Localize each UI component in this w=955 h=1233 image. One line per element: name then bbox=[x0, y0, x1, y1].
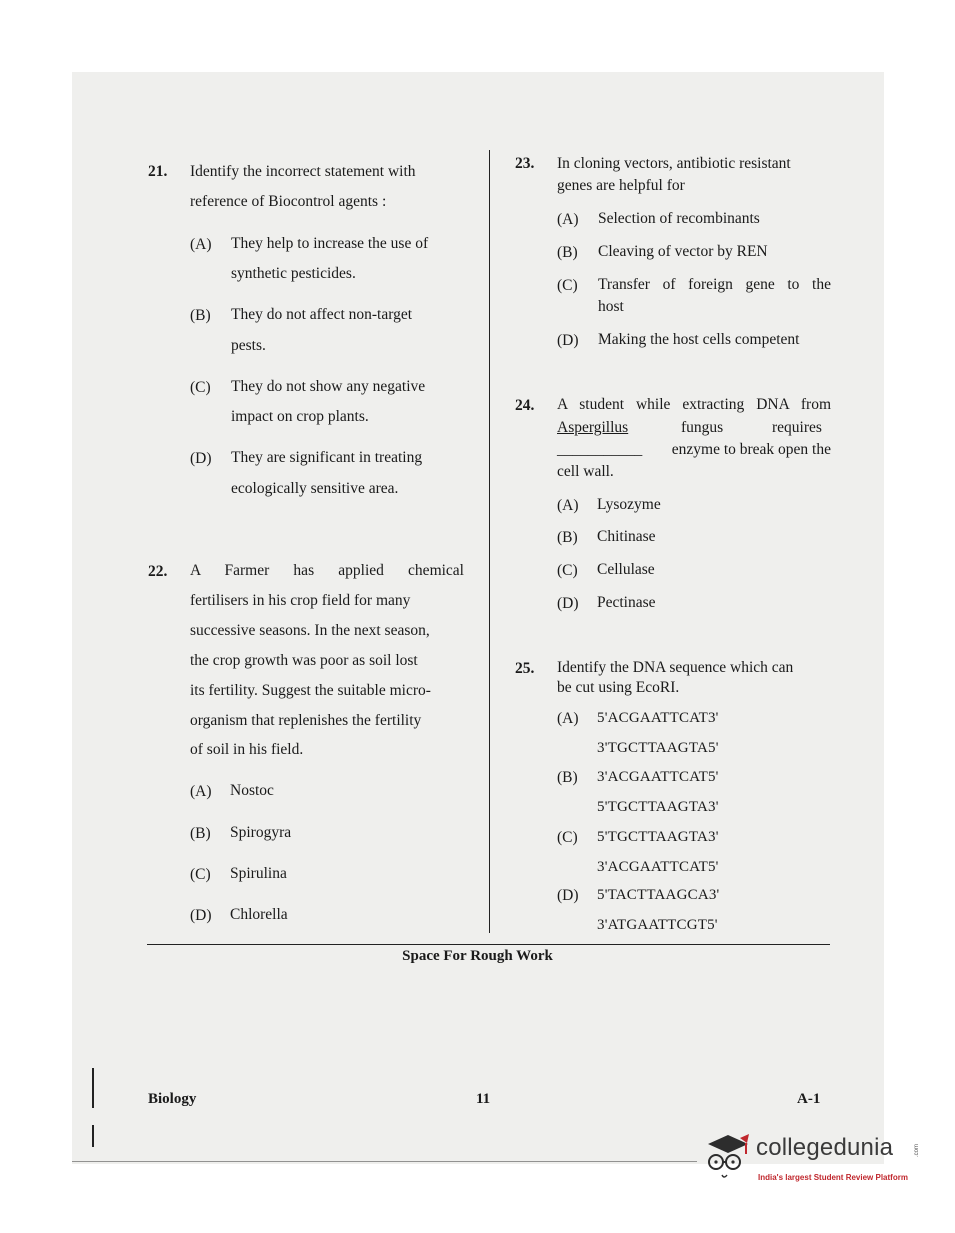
q24-number: 24. bbox=[515, 397, 535, 414]
q24-option-c-letter: (C) bbox=[557, 562, 578, 579]
q23-line1: In cloning vectors, antibiotic resistant bbox=[557, 155, 791, 172]
q22-line2: fertilisers in his crop field for many bbox=[190, 592, 411, 609]
q21-line2: reference of Biocontrol agents : bbox=[190, 193, 387, 210]
q21-option-c-line2: impact on crop plants. bbox=[231, 408, 369, 425]
q21-option-a-letter: (A) bbox=[190, 236, 212, 253]
rough-work-rule bbox=[147, 944, 830, 945]
q21-option-a-line2: synthetic pesticides. bbox=[231, 265, 356, 282]
q25-option-a-letter: (A) bbox=[557, 710, 579, 727]
q25-option-a-strand2: 3'TGCTTAAGTA5' bbox=[597, 740, 719, 756]
q23-option-c-line1: Transfer of foreign gene to the bbox=[598, 276, 831, 293]
q23-line2: genes are helpful for bbox=[557, 177, 685, 194]
bottom-rule bbox=[72, 1161, 697, 1162]
q24-organism: Aspergillus bbox=[557, 419, 629, 436]
q25-number: 25. bbox=[515, 660, 535, 677]
q22-number: 22. bbox=[148, 563, 168, 580]
q24-option-b-text: Chitinase bbox=[597, 528, 656, 545]
q22-line7: of soil in his field. bbox=[190, 741, 304, 758]
q24-option-c-text: Cellulase bbox=[597, 561, 655, 578]
q23-option-a-line1: Selection of recombinants bbox=[598, 210, 760, 227]
scan-mark bbox=[92, 1125, 94, 1147]
q24-word-requires: requires bbox=[772, 419, 822, 436]
q21-option-d-line2: ecologically sensitive area. bbox=[231, 480, 399, 497]
q21-option-b-line1: They do not affect non-target bbox=[231, 306, 413, 323]
q21-option-b-letter: (B) bbox=[190, 307, 211, 324]
q25-option-d-strand2: 3'ATGAATTCGT5' bbox=[597, 917, 718, 933]
q22-line5: its fertility. Suggest the suitable micro- bbox=[190, 682, 431, 699]
q24-word-fungus: fungus bbox=[681, 419, 724, 436]
q24-option-d-letter: (D) bbox=[557, 595, 579, 612]
brand-name: collegedunia bbox=[756, 1134, 894, 1161]
q21-option-d-letter: (D) bbox=[190, 450, 212, 467]
q21-option-a-line1: They help to increase the use of bbox=[231, 235, 429, 252]
q25-option-d-letter: (D) bbox=[557, 887, 579, 904]
q24-option-d-text: Pectinase bbox=[597, 594, 656, 611]
q24-line3: enzyme to break open the bbox=[671, 441, 831, 458]
footer-subject: Biology bbox=[148, 1091, 197, 1107]
q24-line1: A student while extracting DNA from bbox=[557, 396, 831, 413]
q23-option-d-line1: Making the host cells competent bbox=[598, 331, 800, 348]
q22-line1: A Farmer has applied chemical bbox=[190, 562, 464, 579]
q22-line3: successive seasons. In the next season, bbox=[190, 622, 430, 639]
q25-option-c-strand1: 5'TGCTTAAGTA3' bbox=[597, 829, 719, 845]
q25-option-d-strand1: 5'TACTTAAGCA3' bbox=[597, 887, 720, 903]
q22-option-c-text: Spirulina bbox=[230, 865, 287, 882]
collegedunia-logo bbox=[702, 1128, 932, 1188]
q24-option-a-text: Lysozyme bbox=[597, 496, 661, 513]
q25-option-b-strand2: 5'TGCTTAAGTA3' bbox=[597, 799, 719, 815]
q22-option-c-letter: (C) bbox=[190, 866, 211, 883]
q23-option-d-letter: (D) bbox=[557, 332, 579, 349]
q23-option-c-line2: host bbox=[598, 298, 624, 315]
q21-option-d-line1: They are significant in treating bbox=[231, 449, 423, 466]
q21-line1: Identify the incorrect statement with bbox=[190, 163, 416, 180]
q23-option-b-line1: Cleaving of vector by REN bbox=[598, 243, 768, 260]
q21-option-b-line2: pests. bbox=[231, 337, 266, 354]
q21-number: 21. bbox=[148, 163, 168, 180]
rough-work-label: Space For Rough Work bbox=[402, 948, 553, 964]
q22-option-a-letter: (A) bbox=[190, 783, 212, 800]
q24-blank: ___________ bbox=[557, 441, 643, 458]
q22-line6: organism that replenishes the fertility bbox=[190, 712, 422, 729]
footer-code: A-1 bbox=[797, 1091, 821, 1107]
q23-number: 23. bbox=[515, 155, 535, 172]
q22-option-b-letter: (B) bbox=[190, 825, 211, 842]
q23-option-b-letter: (B) bbox=[557, 244, 578, 261]
column-divider bbox=[489, 150, 490, 933]
q24-option-a-letter: (A) bbox=[557, 497, 579, 514]
footer-page-number: 11 bbox=[476, 1091, 491, 1107]
q25-option-b-letter: (B) bbox=[557, 769, 578, 786]
graduate-mascot-icon bbox=[702, 1128, 756, 1182]
q21-option-c-line1: They do not show any negative bbox=[231, 378, 426, 395]
q25-option-c-strand2: 3'ACGAATTCAT5' bbox=[597, 859, 719, 875]
scan-mark bbox=[92, 1068, 94, 1108]
brand-domain-suffix: .com bbox=[914, 1144, 920, 1158]
q25-line2: be cut using EcoRI. bbox=[557, 679, 680, 696]
q23-option-a-letter: (A) bbox=[557, 211, 579, 228]
q24-line4: cell wall. bbox=[557, 463, 614, 480]
brand-tagline: India's largest Student Review Platform bbox=[758, 1173, 908, 1182]
q25-option-a-strand1: 5'ACGAATTCAT3' bbox=[597, 710, 719, 726]
q25-option-c-letter: (C) bbox=[557, 829, 578, 846]
q21-option-c-letter: (C) bbox=[190, 379, 211, 396]
q22-option-d-text: Chlorella bbox=[230, 906, 288, 923]
q24-option-b-letter: (B) bbox=[557, 529, 578, 546]
q22-option-b-text: Spirogyra bbox=[230, 824, 292, 841]
q25-option-b-strand1: 3'ACGAATTCAT5' bbox=[597, 769, 719, 785]
q22-option-d-letter: (D) bbox=[190, 907, 212, 924]
q22-option-a-text: Nostoc bbox=[230, 782, 274, 799]
q22-line4: the crop growth was poor as soil lost bbox=[190, 652, 418, 669]
q23-option-c-letter: (C) bbox=[557, 277, 578, 294]
q25-line1: Identify the DNA sequence which can bbox=[557, 659, 794, 676]
